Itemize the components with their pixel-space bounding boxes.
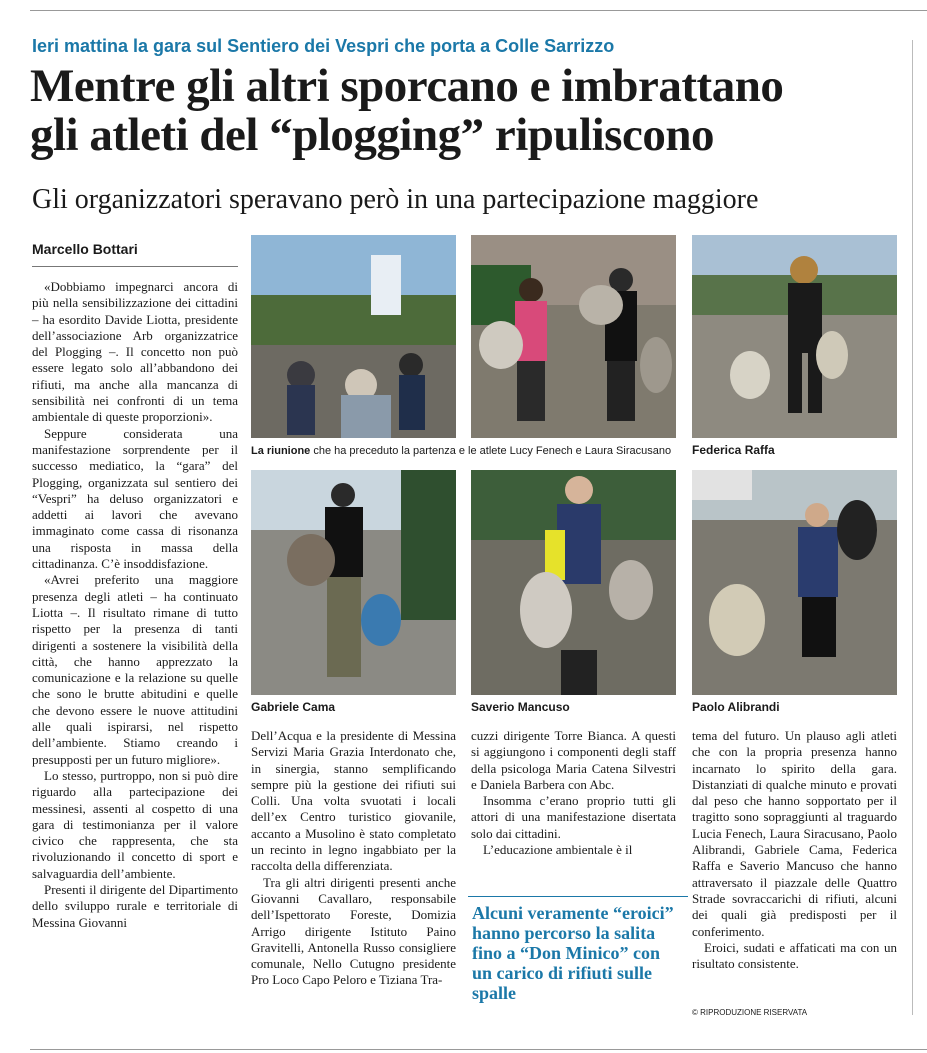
pullquote: Alcuni veramente “eroici” hanno percorso la salita fino a “Don Minico” con un carico di rifiuti sulle spalle: [472, 903, 674, 1003]
top-rule: [30, 10, 927, 11]
photo-paolo: [692, 470, 897, 695]
headline-line-1: Mentre gli altri sporcano e imbrattano: [30, 60, 784, 112]
byline: Marcello Bottari: [32, 241, 138, 257]
caption-photo-4: Gabriele Cama: [251, 700, 336, 714]
caption-photo-1: La riunione che ha preceduto la partenza e le atlete Lucy Fenech e Laura Siracusano: [251, 445, 672, 457]
photo-gabriele: [251, 470, 456, 695]
article-paragraph: Dell’Acqua e la presidente di Messina Servizi Maria Grazia Interdonato che, in sinergia, stanno semplificando sempre più la gestione dei rifiuti sui Colli. Una volta svuotati i locali dell’ex Centro turistico giovanile, accanto a Musolino è stato completato un recinto in legno ingabbiato per la raccolta della differenziata.: [251, 728, 456, 874]
article-paragraph: L’educazione ambientale è il: [483, 842, 633, 858]
copyright-credit: © RIPRODUZIONE RISERVATA: [692, 1008, 808, 1017]
article-paragraph: Eroici, sudati e affaticati ma con un risultato consistente.: [692, 939, 897, 972]
article-paragraph: cuzzi dirigente Torre Bianca. A questi si aggiungono i componenti degli staff della psicologa Maria Catena Silvestri e Daniela Barbera con Abc.: [471, 728, 676, 792]
caption-photo-5: Saverio Mancuso: [471, 700, 570, 714]
caption-photo-6: Paolo Alibrandi: [692, 700, 780, 714]
subheadline: Gli organizzatori speravano però in una partecipazione maggiore: [32, 184, 759, 215]
article-column-1: [32, 279, 238, 1019]
article-paragraph: Insomma c’erano proprio tutti gli attori di una manifestazione disertata solo dai cittadini.: [471, 793, 676, 841]
article-paragraph: «Dobbiamo impegnarci ancora di più nella sensibilizzazione dei cittadini – ha esordito Davide Liotta, presidente dell’associazione Arb organizzatrice del Plogging –. Il concetto non può essere legato solo all’abbandono dei rifiuti, ma anche alla mancanza di sensibilità nei confronti di un tema ambientale di queste proporzioni».: [32, 279, 238, 425]
headline-line-2: gli atleti del “plogging” ripuliscono: [30, 109, 714, 161]
article-paragraph: Seppure considerata una manifestazione sorprendente per il successo mediatico, la “gara” del Plogging, organizzata sul sentiero dei “Vespri” ha deluso organizzatori e addetti ai lavori che avevano immaginato come cassa di risonanza una risposta in massa della cittadinanza. C’è insoddisfazione.: [32, 425, 238, 572]
article-column-3: [471, 728, 676, 888]
article-column-2: [251, 728, 456, 1020]
article-paragraph: tema del futuro. Un plauso agli atleti che con la propria presenza hanno incarnato lo spirito della gara. Distanziati di qualche minuto e provati dal peso che hanno sopportato per il tragitto sono sopraggiunti al traguardo Lucia Fenech, Laura Siracusano, Paolo Alibrandi, Gabriele Cama, Federica Raffa e Saverio Mancuso che hanno attraversato il piazzale delle Quattro Strade sovraccarichi di rifiuti, alcuni dei quali già predisposti per il conferimento.: [692, 728, 897, 939]
headline: [30, 62, 783, 160]
pullquote-rule: [468, 896, 688, 897]
article-paragraph: Presenti il dirigente del Dipartimento dello sviluppo rurale e territoriale di Messina Giovanni: [32, 881, 238, 930]
article-column-4: [692, 728, 897, 1008]
article-paragraph: «Avrei preferito una maggiore presenza degli atleti – ha continuato Liotta –. Il risultato rimane di tutto rispetto per la presenza di tanti dirigenti a sostenere la visibilità della città, che hanno apprezzato la comunicazione e la relazione su quelle che sono le brutte abitudini e quelle che devono essere le nuove attitudini alle quali ispirarsi, nel rispetto dell’ambiente. Stiamo creando i presupposti per un futuro migliore».: [32, 572, 238, 767]
byline-rule: [32, 266, 238, 267]
column-divider: [912, 40, 913, 1015]
photo-lucy-laura: [471, 235, 676, 438]
photo-meeting: [251, 235, 456, 438]
photo-federica: [692, 235, 897, 438]
kicker: Ieri mattina la gara sul Sentiero dei Vespri che porta a Colle Sarrizzo: [32, 36, 615, 56]
bottom-rule: [30, 1049, 927, 1050]
article-paragraph: Tra gli altri dirigenti presenti anche Giovanni Cavallaro, responsabile dell’Ispettorato Foreste, Domizia Arrigo dirigente Istituto Paino Gravitelli, Antonella Russo consigliere comunale, Nello Cutugno presidente Pro Loco Capo Peloro e Tiziana Tra-: [251, 874, 456, 988]
caption-photo-3: Federica Raffa: [692, 443, 775, 457]
photo-saverio: [471, 470, 676, 695]
article-paragraph: Lo stesso, purtroppo, non si può dire riguardo alla partecipazione dei messinesi, assenti al cospetto di una gara di testimonianza per il valore civico che rappresenta, che sta rivoluzionando il concetto di sport e salvaguardia dell’ambiente.: [32, 767, 238, 881]
